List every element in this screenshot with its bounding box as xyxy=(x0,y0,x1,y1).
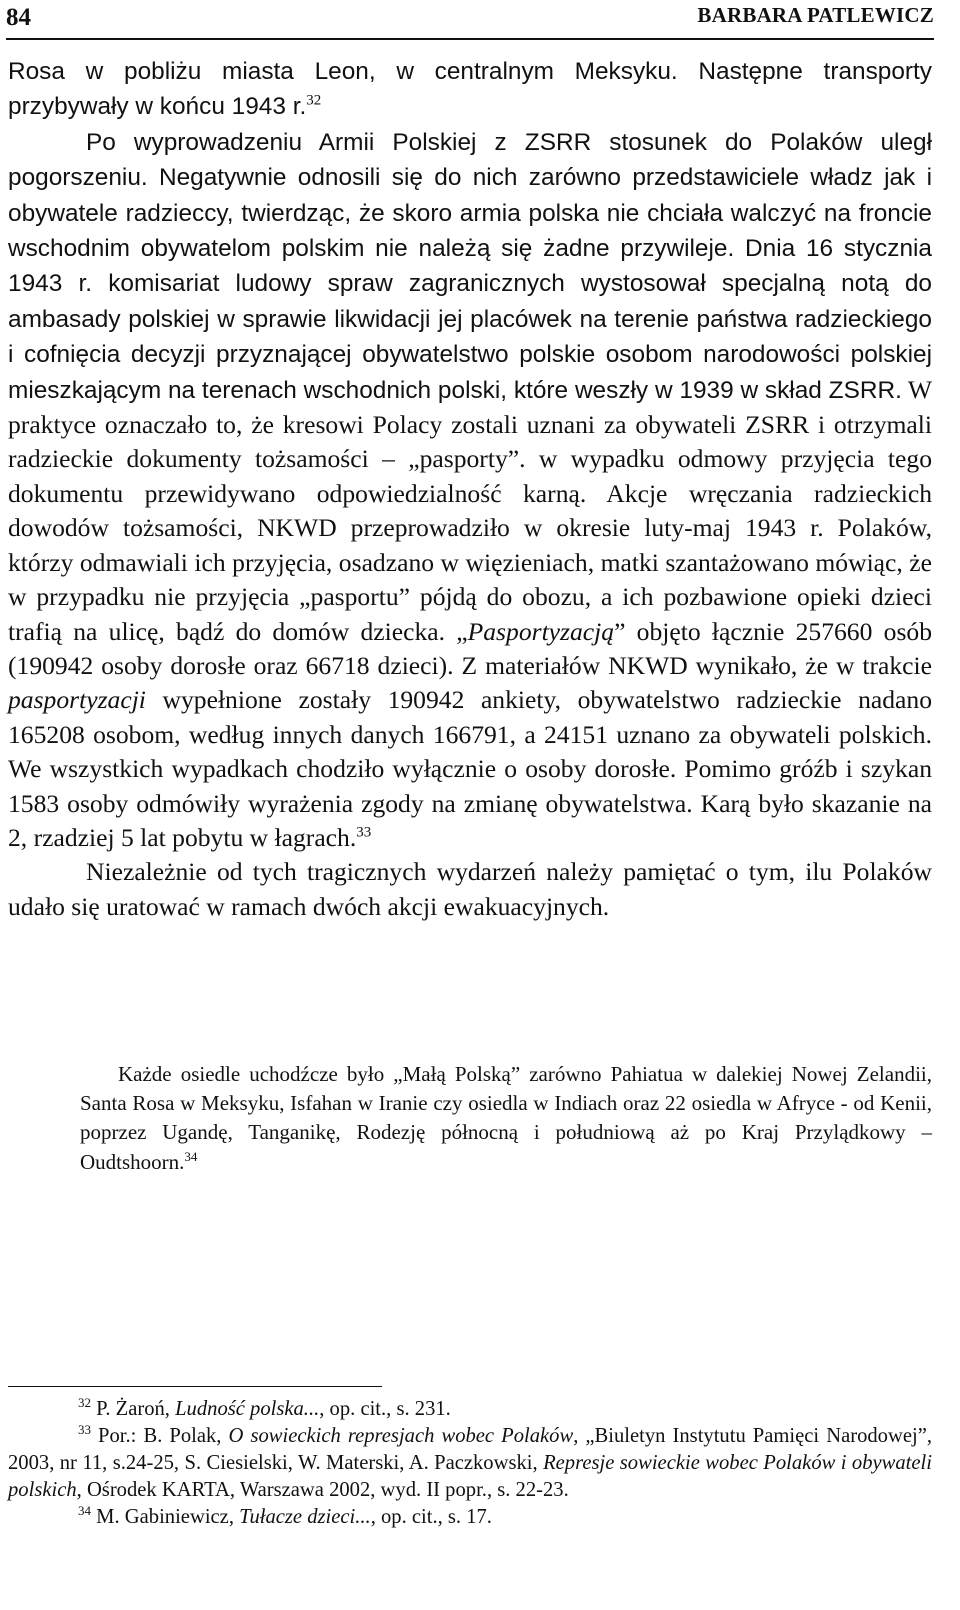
footnote-32-number: 32 xyxy=(78,1395,91,1411)
footnote-32-title: Ludność polska... xyxy=(175,1398,320,1420)
footnote-33-title-2: Represje sowieckie wobec Polaków i obywateli polskich xyxy=(8,1452,932,1501)
block-quote xyxy=(80,1060,932,1177)
running-head: BARBARA PATLEWICZ xyxy=(697,3,934,27)
footnote-33 xyxy=(8,1423,932,1504)
paragraph-2 xyxy=(8,125,932,856)
footnote-33-title-1: O sowieckich represjach wobec Polaków xyxy=(228,1425,574,1447)
paragraph-3: Niezależnie od tych tragicznych wydarzeń należy pamiętać o tym, ilu Polaków udało się uratować w ramach dwóch akcji ewakuacyjnych. xyxy=(8,857,932,921)
footnote-separator xyxy=(8,1386,382,1387)
footnote-32-text-a: P. Żaroń, xyxy=(91,1398,176,1420)
paragraph-2-part-c: W praktyce oznaczało to, że kresowi Polacy zostali uznani za obywateli ZSRR i otrzymali radzieckie dokumenty tożsamości – „pasporty”. w wypadku odmowy przyjęcia tego dokumentu przewidywano odpowiedzialność karną. Akcje wręczania radzieckich dowodów tożsamości, NKWD przeprowadziło w okresie luty-maj 1943 r. Polaków, którzy odmawiali ich przyjęcia, osadzano w więzieniach, matki szantażowano mówiąc, że w przypadku nie przyjęcia „pasportu” pójdą do obozu, a ich pozbawione opieki dzieci trafią na ulicę, bądź do domów dziecka. „ xyxy=(8,374,933,646)
footnotes xyxy=(8,1396,932,1531)
paragraph-2-part-b: Negatywnie odnosili się do nich zarówno przedstawiciele władz jak i obywatele radzieccy, twierdząc, że skoro armia polska nie chciała walczyć na froncie wschodnim obywatelom polskim nie należą się żadne przywileje. Dnia 16 stycznia 1943 r. komisariat ludowy spraw zagranicznych wystosował specjalną notą do ambasady polskiej w sprawie likwidacji jej placówek na terenie państwa radzieckiego i cofnięcia decyzji przyznającej obywatelstwo polskie osobom narodowości polskiej mieszkającym na terenach wschodnich polski, które weszły w 1939 w skład ZSRR. xyxy=(8,164,932,404)
paragraph-2-italic-2: pasportyzacji xyxy=(8,685,146,715)
footnote-ref-33: 33 xyxy=(356,824,372,841)
paragraph-2-part-a: Po wyprowadzeniu Armii Polskiej z ZSRR stosunek do Polaków uległ pogorszeniu. xyxy=(8,128,932,192)
footnote-34-text-a: M. Gabiniewicz, xyxy=(91,1506,240,1528)
footnote-33-text-c: , Ośrodek KARTA, Warszawa 2002, wyd. II popr., s. 22-23. xyxy=(76,1479,569,1501)
footnote-32 xyxy=(8,1396,932,1423)
footnote-34 xyxy=(8,1504,932,1531)
footnote-33-text-a: Por.: B. Polak, xyxy=(91,1425,229,1447)
page-number: 84 xyxy=(6,4,31,31)
paragraph-1 xyxy=(8,54,932,125)
footnote-34-number: 34 xyxy=(78,1503,91,1519)
footnote-34-text-b: , op. cit., s. 17. xyxy=(370,1506,492,1528)
footnote-ref-34: 34 xyxy=(184,1148,198,1164)
footnote-33-number: 33 xyxy=(78,1422,91,1438)
page-header xyxy=(6,2,934,40)
footnote-34-title: Tułacze dzieci... xyxy=(239,1506,371,1528)
paragraph-2-part-d: ” objęto łącznie 257660 osób (190942 osoby dorosłe oraz 66718 dzieci). Z materiałów NKWD wynikało, że w trakcie xyxy=(8,616,932,680)
paragraph-1-text: Rosa w pobliżu miasta Leon, w centralnym Meksyku. Następne transporty przybywały w końcu 1943 r. xyxy=(8,58,932,121)
paragraph-2-part-e: wypełnione zostały 190942 ankiety, obywatelstwo radzieckie nadano 165208 osobom, według innych danych 166791, a 24151 uznano za obywateli polskich. We wszystkich wypadkach chodziło wyłącznie o osoby dorosłe. Pomimo gróźb i szykan 1583 osoby odmówiły wyrażenia zgody na zmianę obywatelstwa. Karą było skazanie na 2, rzadziej 5 lat pobytu w łagrach. xyxy=(8,685,932,852)
paragraph-2-italic-1: Pasportyzacją xyxy=(467,616,615,646)
footnote-33-text-b: , „Biuletyn Instytutu Pamięci Narodowej”, 2003, nr 11, s.24-25, S. Ciesielski, W. Materski, A. Paczkowski, xyxy=(8,1425,932,1474)
footnote-32-text-b: , op. cit., s. 231. xyxy=(319,1398,451,1420)
block-quote-text: Każde osiedle uchodźcze było „Małą Polską” zarówno Pahiatua w dalekiej Nowej Zelandii, Santa Rosa w Meksyku, Isfahan w Iranie czy osiedla w Indiach oraz 22 osiedla w Afryce - od Kenii, poprzez Ugandę, Tanganikę, Rodezję północną i południową aż po Kraj Przylądkowy – Oudtshoorn. xyxy=(80,1062,932,1174)
footnote-ref-32: 32 xyxy=(306,92,322,109)
main-text xyxy=(8,54,932,924)
